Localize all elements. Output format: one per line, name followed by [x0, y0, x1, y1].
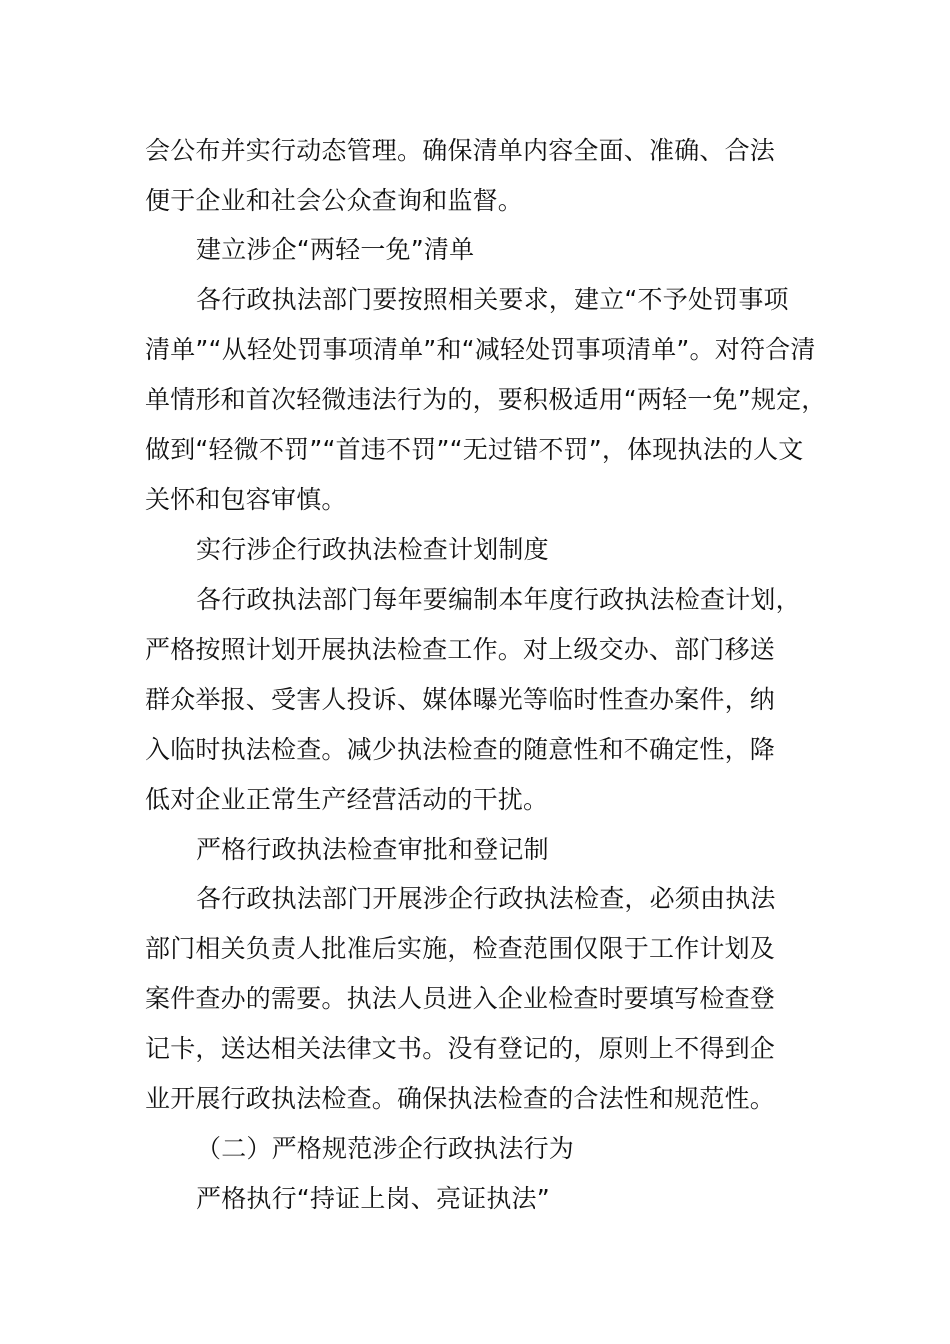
- text-line: 案件查办的需要。执法人员进入企业检查时要填写检查登: [145, 984, 776, 1013]
- text-line: 各行政执法部门每年要编制本年度行政执法检查计划，: [196, 585, 801, 614]
- text-line: 群众举报、受害人投诉、媒体曝光等临时性查办案件，纳: [145, 685, 776, 714]
- text-line: 做到“轻微不罚”“首违不罚”“无过错不罚”，体现执法的人文: [145, 435, 804, 464]
- section-heading: 严格执行“持证上岗、亮证执法”: [196, 1184, 550, 1213]
- section-heading: （二）严格规范涉企行政执法行为: [196, 1134, 575, 1163]
- text-line: 会公布并实行动态管理。确保清单内容全面、准确、合法: [145, 136, 776, 165]
- text-line: 严格按照计划开展执法检查工作。对上级交办、部门移送: [145, 635, 776, 664]
- text-line: 便于企业和社会公众查询和监督。: [145, 186, 524, 215]
- text-line: 关怀和包容审慎。: [145, 485, 347, 514]
- text-line: 各行政执法部门开展涉企行政执法检查，必须由执法: [196, 884, 776, 913]
- text-line: 各行政执法部门要按照相关要求，建立“不予处罚事项: [196, 285, 789, 314]
- text-line: 业开展行政执法检查。确保执法检查的合法性和规范性。: [145, 1084, 776, 1113]
- section-heading: 建立涉企“两轻一免”清单: [196, 235, 475, 264]
- text-line: 部门相关负责人批准后实施，检查范围仅限于工作计划及: [145, 934, 776, 963]
- text-line: 单情形和首次轻微违法行为的，要积极适用“两轻一免”规定，: [145, 385, 827, 414]
- text-line: 入临时执法检查。减少执法检查的随意性和不确定性，降: [145, 735, 776, 764]
- text-line: 清单”“从轻处罚事项清单”和“减轻处罚事项清单”。对符合清: [145, 335, 816, 364]
- section-heading: 实行涉企行政执法检查计划制度: [196, 535, 549, 564]
- text-line: 低对企业正常生产经营活动的干扰。: [145, 785, 549, 814]
- text-line: 记卡，送达相关法律文书。没有登记的，原则上不得到企: [145, 1034, 776, 1063]
- section-heading: 严格行政执法检查审批和登记制: [196, 835, 549, 864]
